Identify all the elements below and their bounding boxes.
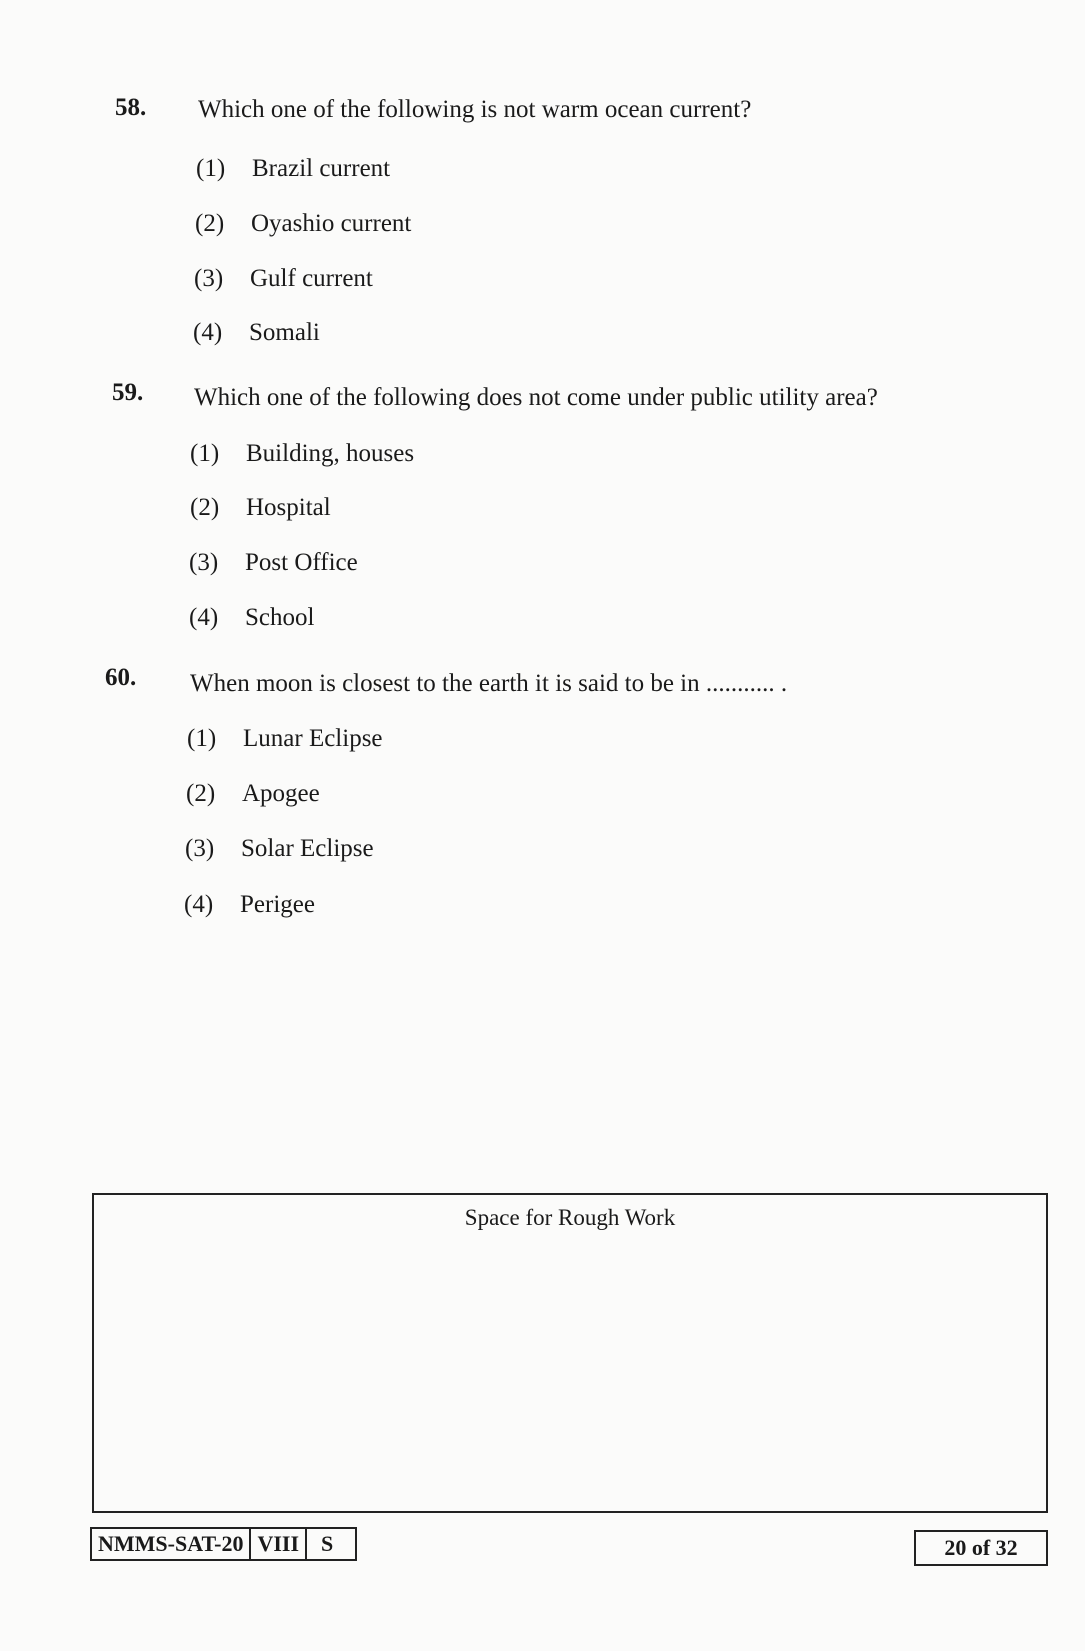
question-59-option-1: (1) Building, houses bbox=[190, 440, 415, 467]
question-58-option-3: (3) Gulf current bbox=[194, 265, 373, 292]
question-60-number: 60. bbox=[105, 664, 137, 691]
question-60-option-2: (2) Apogee bbox=[186, 780, 320, 807]
question-58-option-2: (2) Oyashio current bbox=[195, 210, 412, 237]
question-59-number: 59. bbox=[112, 379, 144, 406]
question-58-number: 58. bbox=[115, 94, 147, 121]
set-code: S bbox=[321, 1531, 334, 1556]
question-59-text: Which one of the following does not come under public utility area? bbox=[194, 384, 878, 411]
question-59-option-3: (3) Post Office bbox=[189, 549, 358, 576]
paper-code: NMMS-SAT-20 bbox=[92, 1529, 251, 1559]
question-58-option-1: (1) Brazil current bbox=[196, 155, 391, 182]
rough-work-box bbox=[92, 1193, 1048, 1513]
question-58-text: Which one of the following is not warm ocean current? bbox=[198, 96, 752, 123]
class-code: VIII bbox=[251, 1529, 307, 1559]
question-60-text: When moon is closest to the earth it is said to be in ........... . bbox=[190, 670, 788, 697]
rough-work-title: Space for Rough Work bbox=[464, 1205, 676, 1230]
question-60-option-4: (4) Perigee bbox=[184, 891, 315, 918]
page-number: 20 of 32 bbox=[914, 1530, 1048, 1566]
question-60-option-1: (1) Lunar Eclipse bbox=[187, 725, 383, 752]
question-59-option-2: (2) Hospital bbox=[190, 494, 331, 521]
question-60-option-3: (3) Solar Eclipse bbox=[185, 835, 374, 862]
paper-code-box bbox=[90, 1527, 357, 1561]
question-59-option-4: (4) School bbox=[189, 604, 315, 631]
question-58-option-4: (4) Somali bbox=[193, 319, 320, 346]
